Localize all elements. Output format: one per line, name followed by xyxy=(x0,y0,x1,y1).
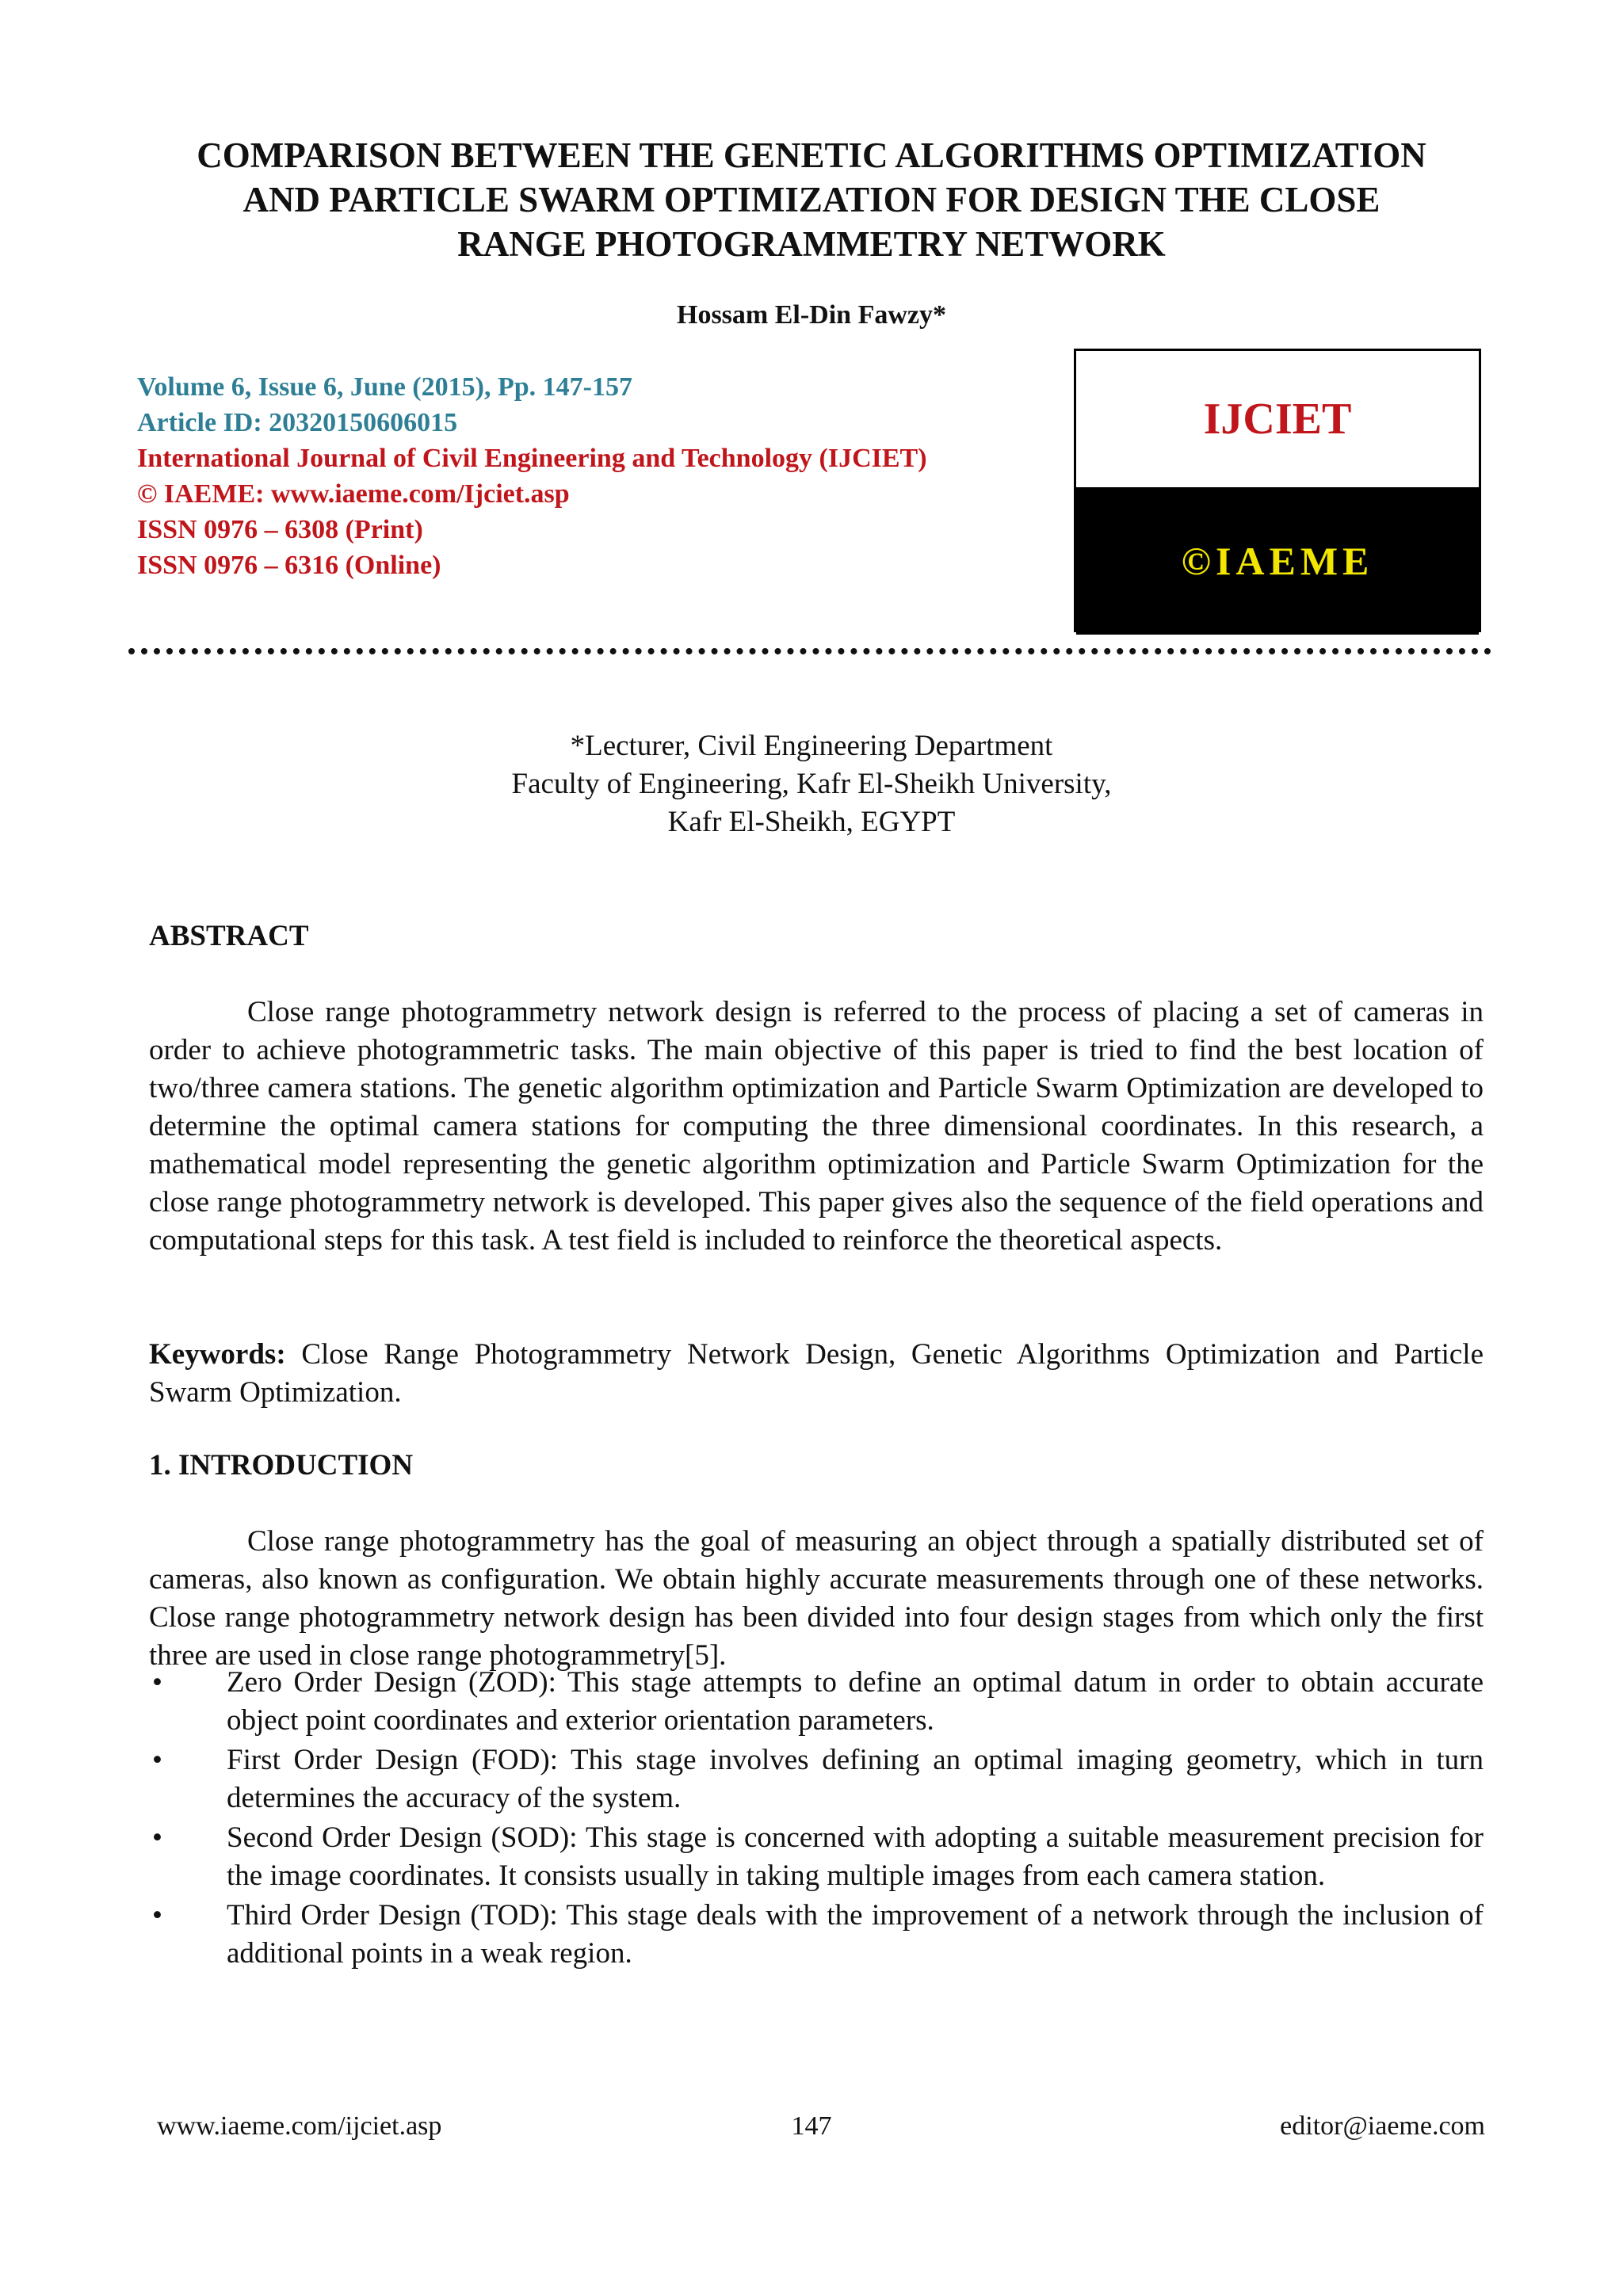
publication-info xyxy=(137,369,927,583)
volume-info: Volume 6, Issue 6, June (2015), Pp. 147-157 xyxy=(137,372,632,402)
logo-bottom xyxy=(1076,487,1479,635)
list-item xyxy=(149,1897,1484,1973)
affiliation-line: Kafr El-Sheikh, EGYPT xyxy=(667,806,956,838)
iaeme-link[interactable]: © IAEME: www.iaeme.com/Ijciet.asp xyxy=(137,479,570,509)
title-line: RANGE PHOTOGRAMMETRY NETWORK xyxy=(457,224,1166,264)
list-item-text: First Order Design (FOD): This stage involves defining an optimal imaging geometry, which in turn determines the accuracy of the system. xyxy=(227,1744,1484,1814)
bullet-icon: • xyxy=(152,1744,162,1776)
journal-name: International Journal of Civil Engineering and Technology (IJCIET) xyxy=(137,444,927,473)
list-item-text: Zero Order Design (ZOD): This stage attempts to define an optimal datum in order to obtain accurate object point coordinates and exterior orientation parameters. xyxy=(227,1666,1484,1737)
title-line: COMPARISON BETWEEN THE GENETIC ALGORITHMS OPTIMIZATION xyxy=(197,135,1426,175)
dotted-divider xyxy=(128,648,1491,654)
issn-online: ISSN 0976 – 6316 (Online) xyxy=(137,551,441,580)
list-item xyxy=(149,1741,1484,1817)
bullet-icon: • xyxy=(152,1666,162,1699)
issn-print: ISSN 0976 – 6308 (Print) xyxy=(137,515,423,544)
paper-title xyxy=(119,133,1504,266)
bullet-icon: • xyxy=(152,1821,162,1854)
title-line: AND PARTICLE SWARM OPTIMIZATION FOR DESIGN THE CLOSE xyxy=(242,180,1381,219)
list-item-text: Third Order Design (TOD): This stage deals with the improvement of a network through the inclusion of additional points in a weak region. xyxy=(227,1899,1484,1970)
introduction-text: Close range photogrammetry has the goal of measuring an object through a spatially distributed set of cameras, also known as configuration. We obtain highly accurate measurements through one of these networks. Close range photogrammetry network design has been divided into four design stages from which only the first three are used in close range photogrammetry[5]. xyxy=(149,1525,1484,1672)
logo-top xyxy=(1076,351,1479,487)
footer-website[interactable]: www.iaeme.com/ijciet.asp xyxy=(157,2111,442,2141)
list-item xyxy=(149,1664,1484,1740)
journal-logo xyxy=(1074,349,1481,632)
logo-bottom-text: ©IAEME xyxy=(1181,539,1374,583)
design-stages-list xyxy=(149,1664,1484,1974)
footer-email[interactable]: editor@iaeme.com xyxy=(1280,2111,1485,2141)
keywords-text: Close Range Photogrammetry Network Design, Genetic Algorithms Optimization and Particle Swarm Optimization. xyxy=(149,1338,1484,1409)
page-number: 147 xyxy=(791,2111,832,2141)
affiliation-line: *Lecturer, Civil Engineering Department xyxy=(570,730,1053,762)
list-item xyxy=(149,1819,1484,1895)
bullet-icon: • xyxy=(152,1899,162,1932)
article-id: Article ID: 20320150606015 xyxy=(137,408,458,437)
keywords xyxy=(149,1336,1484,1412)
abstract-text: Close range photogrammetry network design is referred to the process of placing a set of cameras in order to achieve photogrammetric tasks. The main objective of this paper is tried to find the best location of two/three camera stations. The genetic algorithm optimization and Particle Swarm Optimization are developed to determine the optimal camera stations for computing the three dimensional coordinates. In this research, a mathematical model representing the genetic algorithm optimization and Particle Swarm Optimization for the close range photogrammetry network is developed. This paper gives also the sequence of the field operations and computational steps for this task. A test field is included to reinforce the theoretical aspects. xyxy=(149,996,1484,1257)
abstract-heading: ABSTRACT xyxy=(149,920,309,952)
author-affiliation xyxy=(0,727,1623,841)
logo-top-text: IJCIET xyxy=(1203,395,1352,444)
author-name: Hossam El-Din Fawzy* xyxy=(677,300,946,330)
affiliation-line: Faculty of Engineering, Kafr El-Sheikh University, xyxy=(511,768,1112,800)
introduction-heading: 1. INTRODUCTION xyxy=(149,1449,414,1482)
list-item-text: Second Order Design (SOD): This stage is concerned with adopting a suitable measurement precision for the image coordinates. It consists usually in taking multiple images from each camera station. xyxy=(227,1821,1484,1892)
keywords-label: Keywords: xyxy=(149,1338,286,1371)
